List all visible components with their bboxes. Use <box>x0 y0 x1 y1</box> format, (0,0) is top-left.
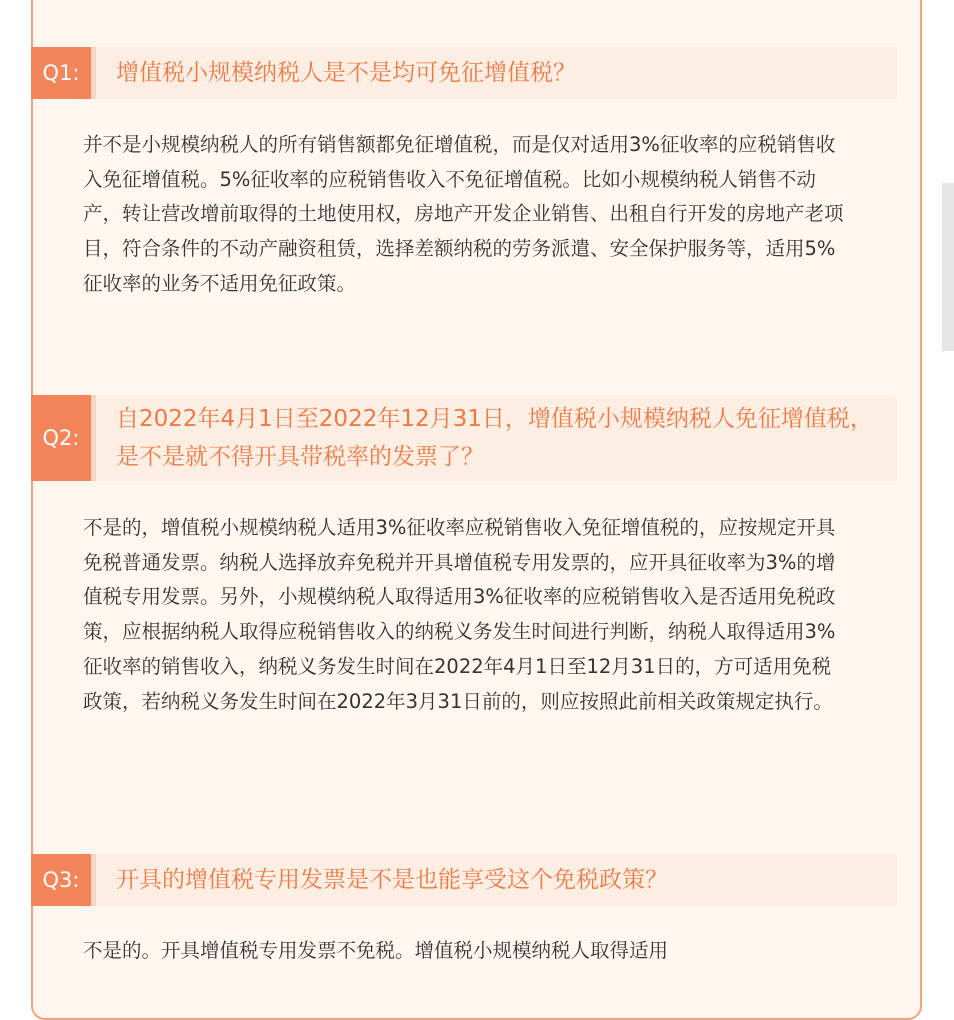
question-row-1 <box>31 47 897 99</box>
question-row-2 <box>31 395 897 481</box>
question-label: Q3: <box>31 854 91 906</box>
question-label: Q2: <box>31 395 91 481</box>
answer-text: 并不是小规模纳税人的所有销售额都免征增值税，而是仅对适用3%征收率的应税销售收入免征增值税。5%征收率的应税销售收入不免征增值税。比如小规模纳税人销售不动产，转让营改增前取得的土地使用权，房地产开发企业销售、出租自行开发的房地产老项目，符合条件的不动产融资租赁，选择差额纳税的劳务派遣、安全保护服务等，适用5%征收率的业务不适用免征政策。 <box>83 133 844 295</box>
question-text: 自2022年4月1日至2022年12月31日，增值税小规模纳税人免征增值税，是不是就不得开具带税率的发票了？ <box>96 395 897 481</box>
question-text: 增值税小规模纳税人是不是均可免征增值税？ <box>96 47 897 99</box>
question-row-3 <box>31 854 897 906</box>
answer-text: 不是的。开具增值税专用发票不免税。增值税小规模纳税人取得适用 <box>83 939 669 962</box>
question-text: 开具的增值税专用发票是不是也能享受这个免税政策？ <box>96 854 897 906</box>
scrollbar-track[interactable] <box>942 183 954 351</box>
answer-text: 不是的，增值税小规模纳税人适用3%征收率应税销售收入免征增值税的，应按规定开具免税普通发票。纳税人选择放弃免税并开具增值税专用发票的，应开具征收率为3%的增值税专用发票。另外，小规模纳税人取得适用3%征收率的应税销售收入是否适用免税政策，应根据纳税人取得应税销售收入的纳税义务发生时间进行判断，纳税人取得适用3%征收率的销售收入，纳税义务发生时间在2022年4月1日至12月31日的，方可适用免税政策，若纳税义务发生时间在2022年3月31日前的，则应按照此前相关政策规定执行。 <box>83 516 836 713</box>
question-label: Q1: <box>31 47 91 99</box>
